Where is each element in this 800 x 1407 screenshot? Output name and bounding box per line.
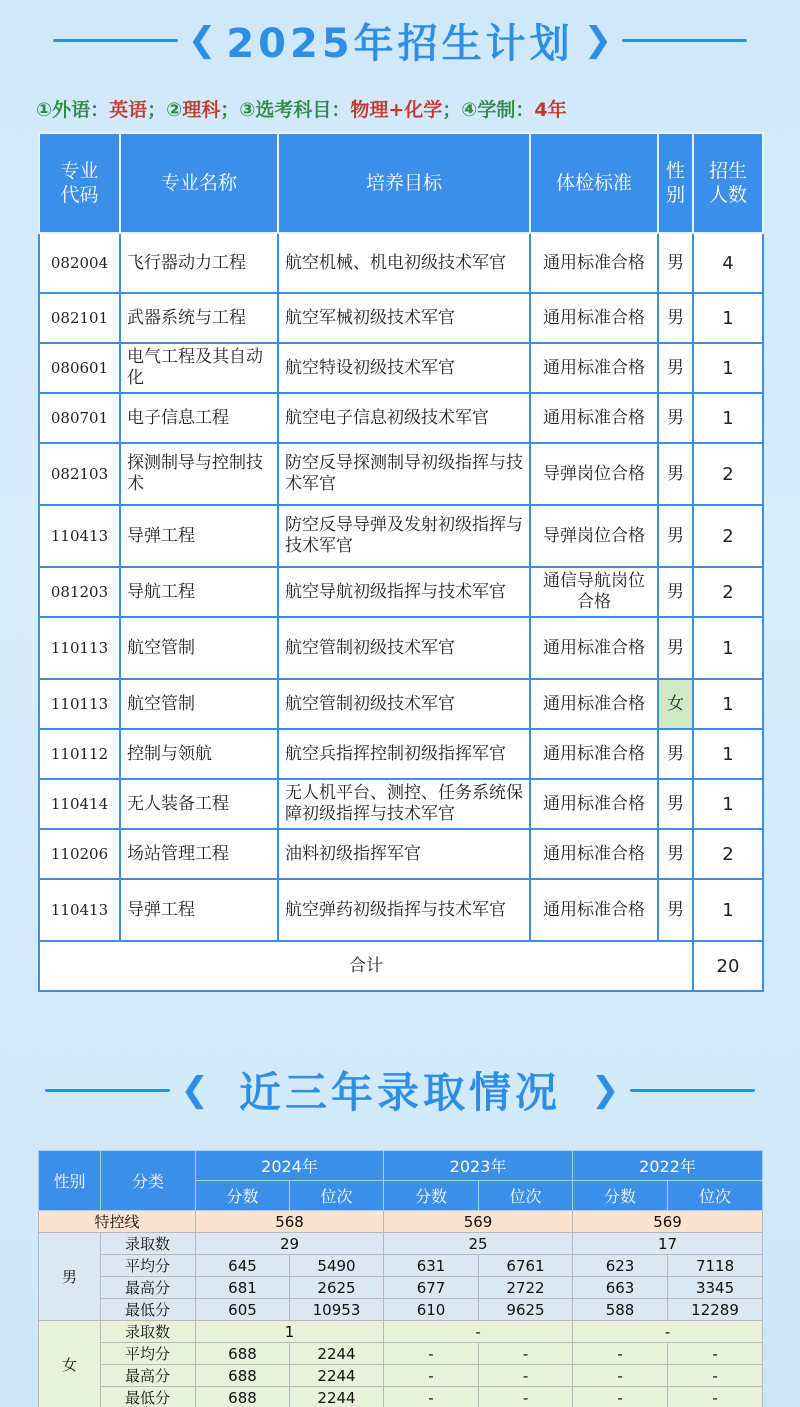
plan-row <box>39 293 763 343</box>
stat-row <box>39 1255 763 1277</box>
major-name: 导航工程 <box>120 567 278 617</box>
rank-cell: - <box>668 1343 763 1365</box>
training-goal: 航空管制初级技术军官 <box>278 617 530 679</box>
category-label: 录取数 <box>101 1321 196 1343</box>
left-bracket-icon: ❮ <box>187 20 217 60</box>
stat-row <box>39 1343 763 1365</box>
major-name: 航空管制 <box>120 679 278 729</box>
header-rank: 位次 <box>290 1181 384 1211</box>
stat-row <box>39 1365 763 1387</box>
health-standard: 通用标准合格 <box>530 393 658 443</box>
note-foreign-value: 英语 <box>109 99 148 121</box>
header-code: 专业代码 <box>39 133 120 233</box>
header-score: 分数 <box>196 1181 290 1211</box>
major-name: 控制与领航 <box>120 729 278 779</box>
plan-row <box>39 443 763 505</box>
gender-cell: 男 <box>658 829 693 879</box>
major-name: 航空管制 <box>120 617 278 679</box>
special-line-value: 569 <box>384 1211 573 1233</box>
score-cell: - <box>573 1365 668 1387</box>
admission-header-row <box>39 1151 763 1181</box>
header-gender: 性别 <box>658 133 693 233</box>
header-rank: 位次 <box>668 1181 763 1211</box>
rank-cell: - <box>479 1365 573 1387</box>
plan-section-title <box>0 14 800 66</box>
enrollment-plan-table <box>38 132 764 992</box>
admitted-count: 25 <box>384 1233 573 1255</box>
special-line-value: 568 <box>196 1211 384 1233</box>
score-cell: 681 <box>196 1277 290 1299</box>
health-standard: 通用标准合格 <box>530 293 658 343</box>
health-standard: 通用标准合格 <box>530 879 658 941</box>
gender-cell: 男 <box>658 779 693 829</box>
score-cell: 677 <box>384 1277 479 1299</box>
major-code: 110112 <box>39 729 120 779</box>
major-code: 110414 <box>39 779 120 829</box>
enroll-count: 2 <box>693 567 763 617</box>
note-subjects-value: 物理+化学 <box>350 99 443 121</box>
gender-cell: 男 <box>658 879 693 941</box>
right-bracket-icon: ❯ <box>591 1070 620 1110</box>
score-cell: - <box>573 1387 668 1407</box>
admitted-count: 1 <box>196 1321 384 1343</box>
health-standard: 导弹岗位合格 <box>530 505 658 567</box>
major-name: 无人装备工程 <box>120 779 278 829</box>
gender-label: 男 <box>39 1233 101 1321</box>
major-code: 082101 <box>39 293 120 343</box>
rank-cell: 10953 <box>290 1299 384 1321</box>
category-label: 平均分 <box>101 1255 196 1277</box>
header-year: 2024年 <box>196 1151 384 1181</box>
major-code: 110413 <box>39 879 120 941</box>
plan-row <box>39 505 763 567</box>
stat-row <box>39 1299 763 1321</box>
plan-row <box>39 829 763 879</box>
major-name: 场站管理工程 <box>120 829 278 879</box>
score-cell: 623 <box>573 1255 668 1277</box>
header-count: 招生人数 <box>693 133 763 233</box>
admission-title-text: 近三年录取情况 <box>238 1068 561 1117</box>
score-cell: 688 <box>196 1365 290 1387</box>
admitted-row <box>39 1233 763 1255</box>
health-standard: 通用标准合格 <box>530 779 658 829</box>
rank-cell: 3345 <box>668 1277 763 1299</box>
training-goal: 航空机械、机电初级技术军官 <box>278 233 530 293</box>
health-standard: 通用标准合格 <box>530 343 658 393</box>
major-code: 080701 <box>39 393 120 443</box>
category-label: 最低分 <box>101 1387 196 1407</box>
major-name: 武器系统与工程 <box>120 293 278 343</box>
plan-row <box>39 617 763 679</box>
score-cell: - <box>384 1387 479 1407</box>
header-score: 分数 <box>384 1181 479 1211</box>
header-gender: 性别 <box>39 1151 101 1211</box>
stat-row <box>39 1387 763 1407</box>
enroll-count: 1 <box>693 393 763 443</box>
plan-header-row <box>39 133 763 233</box>
health-standard: 通用标准合格 <box>530 729 658 779</box>
score-cell: - <box>384 1343 479 1365</box>
enroll-count: 2 <box>693 829 763 879</box>
score-cell: 631 <box>384 1255 479 1277</box>
health-standard: 通用标准合格 <box>530 617 658 679</box>
note-track-value: 理科 <box>182 99 221 121</box>
plan-row <box>39 729 763 779</box>
plan-row <box>39 233 763 293</box>
category-label: 录取数 <box>101 1233 196 1255</box>
training-goal: 防空反导导弹及发射初级指挥与技术军官 <box>278 505 530 567</box>
gender-cell: 男 <box>658 293 693 343</box>
note-separator: ； <box>442 99 462 121</box>
plan-notes <box>36 95 567 122</box>
plan-row <box>39 393 763 443</box>
major-code: 110413 <box>39 505 120 567</box>
header-goal: 培养目标 <box>278 133 530 233</box>
category-label: 最低分 <box>101 1299 196 1321</box>
title-line-left <box>53 39 178 42</box>
special-line-row <box>39 1211 763 1233</box>
training-goal: 航空军械初级技术军官 <box>278 293 530 343</box>
major-code: 110113 <box>39 617 120 679</box>
rank-cell: 5490 <box>290 1255 384 1277</box>
major-name: 探测制导与控制技术 <box>120 443 278 505</box>
gender-cell: 男 <box>658 443 693 505</box>
score-cell: 663 <box>573 1277 668 1299</box>
plan-row <box>39 779 763 829</box>
gender-cell: 男 <box>658 393 693 443</box>
training-goal: 航空特设初级技术军官 <box>278 343 530 393</box>
gender-cell: 男 <box>658 505 693 567</box>
special-line-label: 特控线 <box>39 1211 196 1233</box>
score-cell: - <box>384 1365 479 1387</box>
enroll-count: 2 <box>693 443 763 505</box>
major-code: 081203 <box>39 567 120 617</box>
plan-row <box>39 567 763 617</box>
rank-cell: 2244 <box>290 1343 384 1365</box>
major-code: 110113 <box>39 679 120 729</box>
plan-title-text: 2025年招生计划 <box>226 20 574 67</box>
plan-total-row <box>39 941 763 991</box>
total-label: 合计 <box>39 941 693 991</box>
category-label: 最高分 <box>101 1277 196 1299</box>
note-subjects-label: ③选考科目： <box>239 99 351 121</box>
plan-row <box>39 679 763 729</box>
admitted-count: - <box>384 1321 573 1343</box>
major-code: 082004 <box>39 233 120 293</box>
category-label: 最高分 <box>101 1365 196 1387</box>
note-duration-label: ④学制： <box>461 99 535 121</box>
gender-cell: 男 <box>658 729 693 779</box>
rank-cell: - <box>479 1387 573 1407</box>
admission-history-table <box>38 1150 763 1407</box>
note-track-label: ② <box>166 99 183 121</box>
major-name: 导弹工程 <box>120 505 278 567</box>
training-goal: 航空兵指挥控制初级指挥军官 <box>278 729 530 779</box>
rank-cell: 12289 <box>668 1299 763 1321</box>
score-cell: 688 <box>196 1387 290 1407</box>
plan-row <box>39 343 763 393</box>
rank-cell: 2625 <box>290 1277 384 1299</box>
stat-row <box>39 1277 763 1299</box>
admitted-count: - <box>573 1321 763 1343</box>
header-year: 2023年 <box>384 1151 573 1181</box>
major-name: 导弹工程 <box>120 879 278 941</box>
rank-cell: 2244 <box>290 1365 384 1387</box>
score-cell: - <box>573 1343 668 1365</box>
rank-cell: 9625 <box>479 1299 573 1321</box>
major-name: 飞行器动力工程 <box>120 233 278 293</box>
note-separator: ； <box>220 99 240 121</box>
enroll-count: 1 <box>693 729 763 779</box>
gender-cell: 男 <box>658 343 693 393</box>
rank-cell: - <box>668 1365 763 1387</box>
header-score: 分数 <box>573 1181 668 1211</box>
training-goal: 无人机平台、测控、任务系统保障初级指挥与技术军官 <box>278 779 530 829</box>
enroll-count: 2 <box>693 505 763 567</box>
header-year: 2022年 <box>573 1151 763 1181</box>
title-line-right <box>630 1089 755 1092</box>
left-bracket-icon: ❮ <box>180 1070 209 1110</box>
gender-cell: 女 <box>658 679 693 729</box>
score-cell: 610 <box>384 1299 479 1321</box>
total-value: 20 <box>693 941 763 991</box>
note-separator: ； <box>147 99 167 121</box>
training-goal: 航空导航初级指挥与技术军官 <box>278 567 530 617</box>
right-bracket-icon: ❯ <box>583 20 613 60</box>
health-standard: 通用标准合格 <box>530 829 658 879</box>
major-name: 电子信息工程 <box>120 393 278 443</box>
gender-label: 女 <box>39 1321 101 1407</box>
training-goal: 航空管制初级技术军官 <box>278 679 530 729</box>
header-name: 专业名称 <box>120 133 278 233</box>
major-code: 110206 <box>39 829 120 879</box>
training-goal: 防空反导探测制导初级指挥与技术军官 <box>278 443 530 505</box>
category-label: 平均分 <box>101 1343 196 1365</box>
admitted-count: 29 <box>196 1233 384 1255</box>
health-standard: 导弹岗位合格 <box>530 443 658 505</box>
enroll-count: 1 <box>693 293 763 343</box>
plan-row <box>39 879 763 941</box>
rank-cell: 7118 <box>668 1255 763 1277</box>
training-goal: 油料初级指挥军官 <box>278 829 530 879</box>
rank-cell: - <box>479 1343 573 1365</box>
training-goal: 航空弹药初级指挥与技术军官 <box>278 879 530 941</box>
score-cell: 605 <box>196 1299 290 1321</box>
major-code: 080601 <box>39 343 120 393</box>
health-standard: 通用标准合格 <box>530 233 658 293</box>
special-line-value: 569 <box>573 1211 763 1233</box>
rank-cell: 2244 <box>290 1387 384 1407</box>
admitted-row <box>39 1321 763 1343</box>
enroll-count: 1 <box>693 617 763 679</box>
health-standard: 通用标准合格 <box>530 679 658 729</box>
enroll-count: 1 <box>693 343 763 393</box>
enroll-count: 1 <box>693 879 763 941</box>
title-line-right <box>622 39 747 42</box>
gender-cell: 男 <box>658 233 693 293</box>
note-foreign-label: ①外语： <box>36 99 110 121</box>
note-duration-value: 4年 <box>534 99 567 121</box>
header-rank: 位次 <box>479 1181 573 1211</box>
enroll-count: 1 <box>693 679 763 729</box>
health-standard: 通信导航岗位合格 <box>530 567 658 617</box>
enroll-count: 4 <box>693 233 763 293</box>
score-cell: 688 <box>196 1343 290 1365</box>
major-code: 082103 <box>39 443 120 505</box>
major-name: 电气工程及其自动化 <box>120 343 278 393</box>
training-goal: 航空电子信息初级技术军官 <box>278 393 530 443</box>
header-standard: 体检标准 <box>530 133 658 233</box>
score-cell: 645 <box>196 1255 290 1277</box>
admitted-count: 17 <box>573 1233 763 1255</box>
rank-cell: 6761 <box>479 1255 573 1277</box>
title-line-left <box>45 1089 170 1092</box>
admission-section-title <box>0 1062 800 1118</box>
rank-cell: 2722 <box>479 1277 573 1299</box>
gender-cell: 男 <box>658 617 693 679</box>
header-category: 分类 <box>101 1151 196 1211</box>
enroll-count: 1 <box>693 779 763 829</box>
gender-cell: 男 <box>658 567 693 617</box>
score-cell: 588 <box>573 1299 668 1321</box>
rank-cell: - <box>668 1387 763 1407</box>
